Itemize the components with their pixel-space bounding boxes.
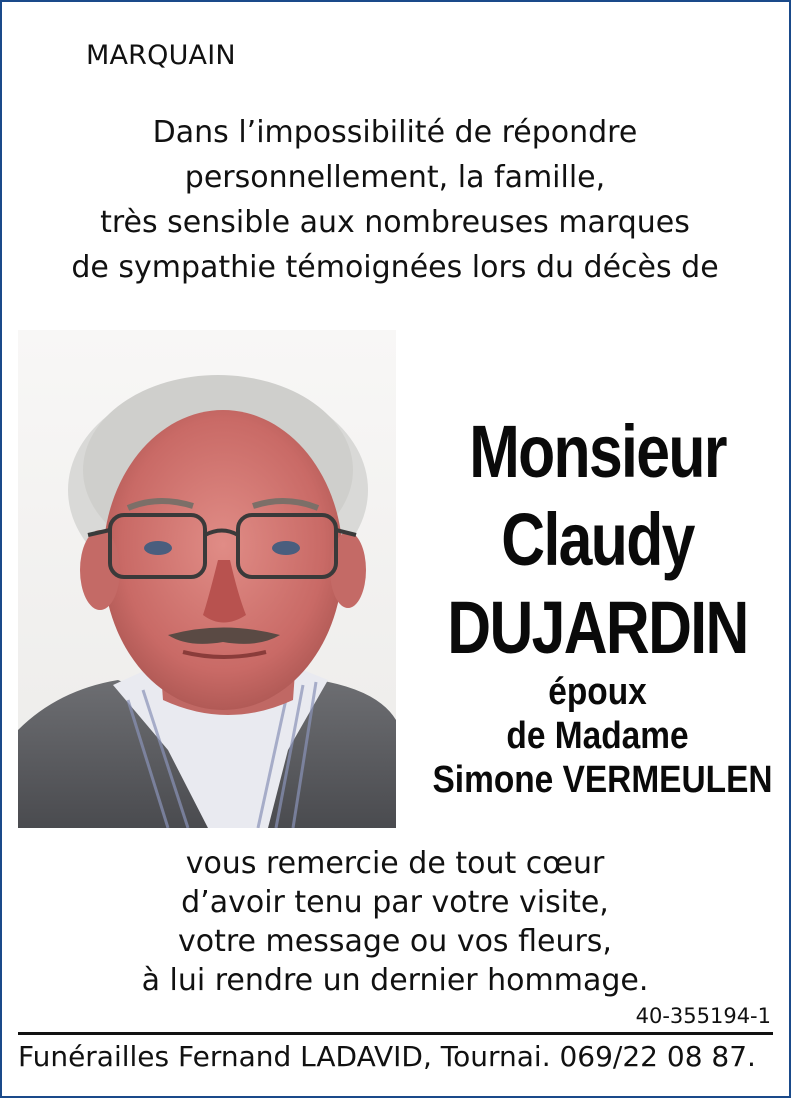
deceased-name: [410, 408, 785, 672]
closing-line: d’avoir tenu par votre visite,: [181, 885, 609, 920]
closing-line: à lui rendre un dernier hommage.: [141, 963, 649, 998]
intro-text: [30, 110, 760, 290]
intro-line: très sensible aux nombreuses marques: [100, 205, 690, 240]
intro-line: Dans l’impossibilité de répondre: [152, 115, 638, 150]
divider: [18, 1032, 773, 1035]
deceased-title: Monsieur: [469, 410, 726, 493]
spouse-block: [410, 670, 785, 802]
closing-text: [30, 844, 760, 1000]
location-label: MARQUAIN: [86, 40, 236, 71]
portrait-photo: [18, 330, 396, 828]
closing-line: votre message ou vos fleurs,: [178, 924, 612, 959]
intro-line: personnellement, la famille,: [184, 160, 606, 195]
closing-line: vous remercie de tout cœur: [185, 846, 605, 881]
reference-number: 40-355194-1: [635, 1004, 771, 1028]
deceased-last-name: DUJARDIN: [447, 586, 748, 669]
funeral-home-footer: Funérailles Fernand LADAVID, Tournai. 069/22 08 87.: [18, 1040, 756, 1073]
spouse-name: Simone VERMEULEN: [432, 759, 773, 801]
spouse-relation: époux: [548, 671, 647, 713]
intro-line: de sympathie témoignées lors du décès de: [71, 250, 719, 285]
deceased-first-name: Claudy: [501, 498, 694, 581]
portrait-illustration: [18, 330, 396, 828]
spouse-prefix: de Madame: [506, 715, 689, 757]
